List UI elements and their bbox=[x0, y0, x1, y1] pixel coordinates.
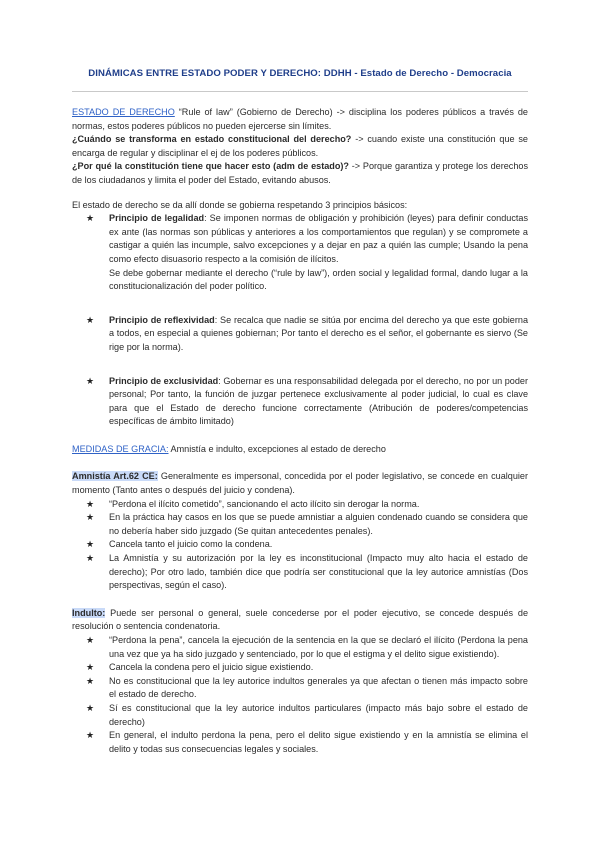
star-bullet-icon: ★ bbox=[86, 498, 95, 509]
medidas-paragraph bbox=[72, 443, 528, 457]
star-bullet-icon: ★ bbox=[86, 539, 95, 550]
principio-text: : Se recalca que nadie se sitúa por encima del derecho ya que este gobierna a todos, en especial a quienes gobiernan; Por tanto el derecho es el señor, el gobernante es siervo (Se rige por la norma). bbox=[109, 314, 528, 352]
indulto-list bbox=[72, 634, 528, 756]
principio-reflexividad bbox=[86, 314, 528, 355]
star-bullet-icon: ★ bbox=[86, 662, 95, 673]
list-item bbox=[86, 661, 528, 675]
list-item bbox=[86, 634, 528, 661]
star-bullet-icon: ★ bbox=[86, 512, 95, 523]
principio-name: Principio de reflexividad bbox=[109, 314, 215, 325]
list-item-text: Sí es constitucional que la ley autorice indultos particulares (impacto más bajo sobre el estado de derecho) bbox=[109, 702, 528, 727]
list-item-text: En general, el indulto perdona la pena, pero el delito sigue existiendo y en la amnistía se elimina el delito y todas sus consecuencias legales y sociales. bbox=[109, 730, 528, 754]
list-item bbox=[86, 498, 528, 512]
star-bullet-icon: ★ bbox=[86, 375, 95, 386]
star-bullet-icon: ★ bbox=[86, 702, 95, 713]
answer-2-text: -> Porque garantiza y protege los derechos de los ciudadanos y limita el poder del Estado, evitando abusos. bbox=[72, 161, 528, 185]
list-item-text: Cancela tanto el juicio como la condena. bbox=[109, 539, 273, 550]
list-item bbox=[86, 702, 528, 729]
principio-legalidad bbox=[86, 212, 528, 294]
list-item-text: En la práctica hay casos en los que se puede amnistiar a alguien condenado cuando se considera que no debería haber sido juzgado (Se quitan antecedentes penales). bbox=[109, 512, 528, 536]
list-item bbox=[86, 552, 528, 593]
medidas-text: Amnistía e indulto, excepciones al estado de derecho bbox=[168, 443, 386, 454]
estado-paragraph bbox=[72, 106, 528, 133]
estado-de-derecho-link[interactable]: ESTADO DE DERECHO bbox=[72, 107, 175, 117]
indulto-paragraph bbox=[72, 607, 528, 634]
amnistia-list bbox=[72, 498, 528, 593]
answer-1-text: -> cuando existe una constitución que se encarga de regular y disciplinar el ej de los poderes públicos. bbox=[72, 134, 528, 158]
principio-text: : Gobernar es una responsabilidad delegada por el derecho, no por un poder personal; Por tanto, la función de juzgar pertenece exclusivamente al poder judicial, lo cual es clave para que el Estado de derecho funcione correctamente (Atribución de poderes/competencias específicas de ámbito limitado) bbox=[109, 375, 529, 427]
list-item bbox=[86, 511, 528, 538]
principio-exclusividad bbox=[86, 375, 528, 429]
list-item-text: “Perdona el ilícito cometido”, sancionando el acto ilícito sin derogar la norma. bbox=[109, 498, 420, 509]
principio-name: Principio de legalidad bbox=[109, 213, 205, 224]
question-2 bbox=[72, 160, 528, 187]
list-item-text: “Perdona la pena”, cancela la ejecución de la sentencia en la que se declaró el ilícito (Perdona la pena una vez que ya ha sido juzgado y sentenciado, por lo que el estigma y el delito sigue existiendo). bbox=[109, 635, 528, 659]
list-item bbox=[86, 729, 528, 756]
estado-text: “Rule of law” (Gobierno de Derecho) -> disciplina los poderes públicos a través de normas, estos poderes públicos no pueden ejercerse sin límites. bbox=[72, 107, 528, 131]
star-bullet-icon: ★ bbox=[86, 635, 95, 645]
document-title: DINÁMICAS ENTRE ESTADO PODER Y DERECHO: DDHH - Estado de Derecho - Democracia bbox=[88, 68, 512, 79]
question-1 bbox=[72, 133, 528, 160]
indulto-text: Puede ser personal o general, suele concederse por el poder ejecutivo, se concede después de resolución o sentencia condenatoria. bbox=[72, 607, 528, 632]
indulto-label: Indulto: bbox=[72, 607, 106, 618]
star-bullet-icon: ★ bbox=[86, 730, 95, 741]
amnistia-paragraph bbox=[72, 470, 528, 497]
star-bullet-icon: ★ bbox=[86, 553, 95, 564]
principios-lead: El estado de derecho se da allí donde se gobierna respetando 3 principios básicos: bbox=[72, 199, 408, 210]
star-bullet-icon: ★ bbox=[86, 213, 95, 224]
star-bullet-icon: ★ bbox=[86, 675, 95, 686]
star-bullet-icon: ★ bbox=[86, 314, 95, 325]
question-1-text: ¿Cuándo se transforma en estado constitucional del derecho? bbox=[72, 134, 352, 145]
medidas-de-gracia-link[interactable]: MEDIDAS DE GRACIA: bbox=[72, 443, 169, 454]
principios-list bbox=[72, 212, 528, 429]
principio-name: Principio de exclusividad bbox=[109, 375, 219, 386]
list-item-text: La Amnistía y su autorización por la ley es inconstitucional (Impacto muy alto hacia el estado de derecho); Por otro lado, también dice que podría ser constitucional que la ley autorice amnistías (Dos perspectivas, según el caso). bbox=[109, 553, 528, 591]
list-item-text: Cancela la condena pero el juicio sigue existiendo. bbox=[109, 662, 314, 673]
principio-text: : Se imponen normas de obligación y prohibición (leyes) para definir conductas ex ante (las normas son públicas y anteriores a los comportamientos que regulan) y se compromete a castigar a quién las incumple, salvo excepciones y a dejar en paz a quién las cumple; Usando la pena como efecto disuasorio respecto a la comisión de ilícitos. bbox=[109, 213, 528, 264]
amnistia-label: Amnistía Art.62 CE: bbox=[72, 471, 158, 482]
amnistia-text: Generalmente es impersonal, concedida por el poder legislativo, se concede en cualquier momento (Tanto antes o después del juicio y condena). bbox=[72, 471, 528, 496]
list-item-text: No es constitucional que la ley autorice indultos generales ya que afectan o tienen más impacto sobre el estado de derecho. bbox=[109, 675, 528, 700]
question-2-text: ¿Por qué la constitución tiene que hacer esto (adm de estado)? bbox=[72, 161, 349, 172]
list-item bbox=[86, 675, 528, 702]
principio-extra: Se debe gobernar mediante el derecho (“rule by law”), orden social y legalidad formal, dando lugar a la constitucionalización del poder político. bbox=[109, 267, 528, 292]
list-item bbox=[86, 538, 528, 552]
